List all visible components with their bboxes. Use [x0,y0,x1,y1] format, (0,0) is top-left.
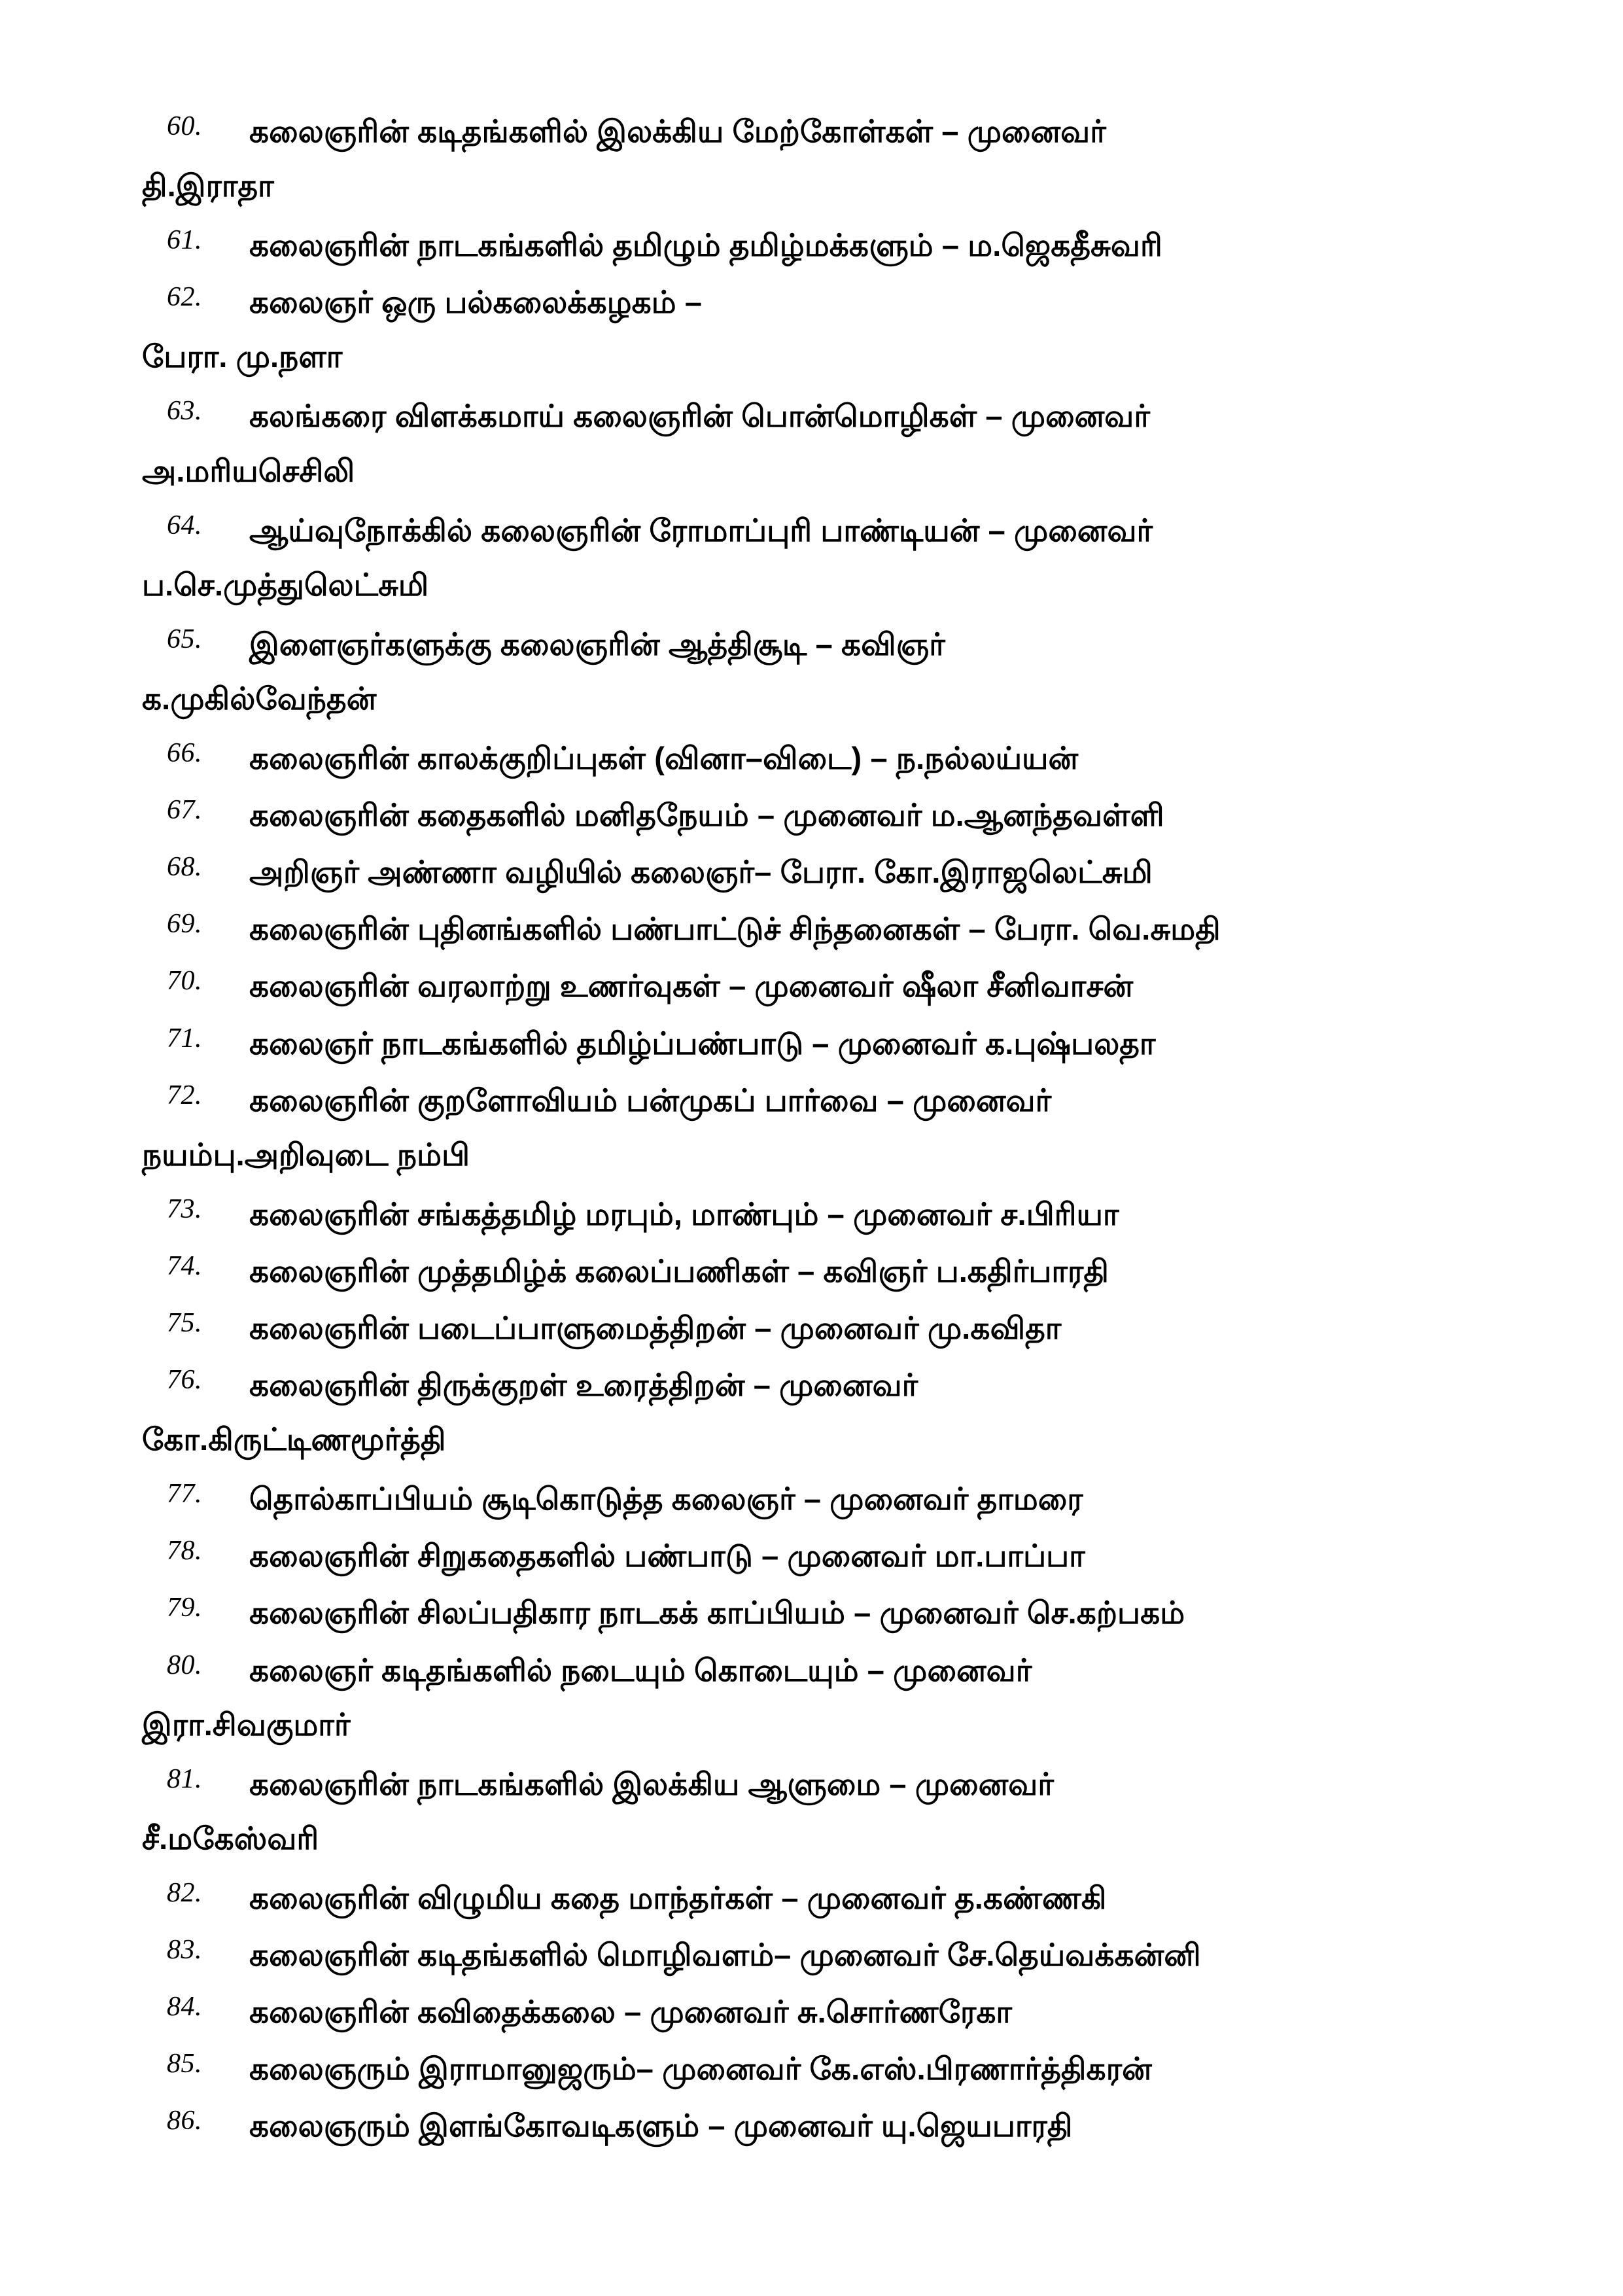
bibliography-entry [167,1023,1482,1063]
entry-title-line: கலைஞரின் கடிதங்களில் மொழிவளம்– முனைவர் சே.தெய்வக்கன்னி [249,1937,1201,1972]
entry-title-line: கலைஞரின் குறளோவியம் பன்முகப் பார்வை – முனைவர் [249,1082,1052,1118]
entry-text [167,1308,1482,1348]
entry-title-line: தொல்காப்பியம் சூடிகொடுத்த கலைஞர் – முனைவர் தாமரை [249,1481,1083,1517]
entry-number: 61. [167,225,202,256]
entry-number: 81. [167,1763,202,1794]
entry-text [167,852,1482,892]
entry-title-line: கலைஞரின் காலக்குறிப்புகள் (வினா–விடை) – ந.நல்லய்யன் [249,741,1079,776]
entry-text [142,282,1482,376]
entry-number: 62. [167,282,202,313]
entry-text [167,1251,1482,1291]
bibliography-entry [142,1650,1482,1744]
entry-title-line: கலைஞரின் சிறுகதைகளில் பண்பாடு – முனைவர் மா.பாப்பா [249,1538,1085,1574]
entry-number: 64. [167,510,202,540]
entry-number: 66. [167,738,202,769]
entry-title-line: கலைஞரின் புதினங்களில் பண்பாட்டுச் சிந்தனைகள் – பேரா. வெ.சுமதி [249,911,1221,947]
entry-text [142,1650,1482,1744]
bibliography-entry [142,1080,1482,1174]
entry-title-line: கலைஞரின் சிலப்பதிகார நாடகக் காப்பியம் – முனைவர் செ.கற்பகம் [249,1595,1185,1631]
entry-author-line: கோ.கிருட்டிணமூர்த்தி [142,1422,446,1457]
bibliography-entry [142,1763,1482,1858]
entry-text [142,111,1482,205]
entry-number: 67. [167,795,202,826]
entry-text [167,966,1482,1006]
entry-title-line: கலைஞரின் படைப்பாளுமைத்திறன் – முனைவர் மு.கவிதா [249,1310,1062,1345]
entry-text [167,1878,1482,1918]
entry-title-line: கலைஞரின் கதைகளில் மனிதநேயம் – முனைவர் ம.ஆனந்தவள்ளி [249,798,1164,833]
entry-number: 74. [167,1250,202,1281]
bibliography-entry [142,396,1482,490]
entry-number: 78. [167,1536,202,1566]
bibliography-entry [167,1251,1482,1291]
entry-number: 60. [167,111,202,141]
entry-author-line: ப.செ.முத்துலெட்சுமி [142,567,429,602]
entry-title-line: கலைஞரின் சங்கத்தமிழ் மரபும், மாண்பும் – முனைவர் ச.பிரியா [249,1196,1119,1231]
bibliography-entry [142,282,1482,376]
entry-title-line: கலங்கரை விளக்கமாய் கலைஞரின் பொன்மொழிகள் – முனைவர் [249,398,1150,434]
entry-text [142,624,1482,718]
entry-number: 86. [167,2106,202,2136]
entry-title-line: அறிஞர் அண்ணா வழியில் கலைஞர்– பேரா. கோ.இராஜலெட்சுமி [249,855,1153,890]
entry-title-line: கலைஞர் கடிதங்களில் நடையும் கொடையும் – முனைவர் [249,1652,1032,1687]
entry-author-line: அ.மரியசெசிலி [142,453,355,488]
entry-text [167,738,1482,778]
bibliography-entry [167,738,1482,778]
bibliography-list [142,111,1482,2146]
entry-text [167,1992,1482,2032]
bibliography-entry [167,1992,1482,2032]
entry-title-line: கலைஞர் நாடகங்களில் தமிழ்ப்பண்பாடு – முனைவர் க.புஷ்பலதா [249,1025,1156,1061]
entry-author-line: நயம்பு.அறிவுடை நம்பி [142,1137,470,1172]
bibliography-entry [167,2106,1482,2146]
entry-title-line: கலைஞரும் இளங்கோவடிகளும் – முனைவர் யு.ஜெயபாரதி [249,2108,1073,2144]
entry-number: 77. [167,1479,202,1510]
bibliography-entry [167,909,1482,949]
entry-title-line: ஆய்வுநோக்கில் கலைஞரின் ரோமாப்புரி பாண்டியன் – முனைவர் [249,512,1153,548]
entry-text [167,1023,1482,1063]
bibliography-entry [167,1935,1482,1975]
entry-number: 71. [167,1023,202,1053]
entry-number: 72. [167,1080,202,1110]
bibliography-entry [167,225,1482,265]
entry-number: 79. [167,1593,202,1623]
entry-text [167,1935,1482,1975]
bibliography-entry [142,1365,1482,1459]
entry-text [142,396,1482,490]
bibliography-entry [142,624,1482,718]
bibliography-entry [167,1536,1482,1576]
entry-number: 76. [167,1365,202,1396]
bibliography-entry [167,795,1482,835]
entry-title-line: இளைஞர்களுக்கு கலைஞரின் ஆத்திசூடி – கவிஞர் [249,626,945,662]
entry-number: 73. [167,1193,202,1224]
bibliography-entry [167,2049,1482,2089]
entry-text [167,2106,1482,2146]
entry-number: 84. [167,1992,202,2022]
bibliography-entry [142,510,1482,605]
entry-author-line: தி.இராதா [142,168,274,203]
bibliography-entry [167,852,1482,892]
entry-number: 80. [167,1650,202,1680]
entry-number: 75. [167,1307,202,1338]
entry-text [142,510,1482,605]
entry-text [142,1080,1482,1174]
entry-author-line: சீ.மகேஸ்வரி [142,1820,319,1856]
entry-number: 69. [167,909,202,940]
entry-title-line: கலைஞரின் வரலாற்று உணர்வுகள் – முனைவர் ஷீலா சீனிவாசன் [249,968,1134,1004]
entry-title-line: கலைஞரின் நாடகங்களில் தமிழும் தமிழ்மக்களும் – ம.ஜெகதீசுவரி [249,228,1162,263]
entry-text [167,1593,1482,1633]
entry-number: 70. [167,966,202,997]
bibliography-entry [142,111,1482,205]
entry-text [167,2049,1482,2089]
bibliography-entry [167,1194,1482,1234]
entry-author-line: இரா.சிவகுமார் [142,1706,351,1742]
bibliography-entry [167,1479,1482,1519]
bibliography-entry [167,1878,1482,1918]
entry-title-line: கலைஞரின் கவிதைக்கலை – முனைவர் சு.சொர்ணரேகா [249,1994,1013,2030]
entry-title-line: கலைஞரின் திருக்குறள் உரைத்திறன் – முனைவர் [249,1368,918,1403]
entry-title-line: கலைஞரின் விழுமிய கதை மாந்தர்கள் – முனைவர் த.கண்ணகி [249,1880,1107,1915]
entry-number: 83. [167,1935,202,1965]
entry-text [142,1365,1482,1459]
entry-title-line: கலைஞரின் முத்தமிழ்க் கலைப்பணிகள் – கவிஞர் ப.கதிர்பாரதி [249,1253,1109,1288]
entry-text [167,225,1482,265]
entry-text [167,1194,1482,1234]
entry-number: 85. [167,2049,202,2079]
entry-number: 63. [167,396,202,427]
entry-number: 68. [167,852,202,883]
entry-text [167,1479,1482,1519]
entry-title-line: கலைஞரின் நாடகங்களில் இலக்கிய ஆளுமை – முனைவர் [249,1766,1055,1801]
entry-title-line: கலைஞரும் இராமானுஜரும்– முனைவர் கே.எஸ்.பிரணார்த்திகரன் [249,2051,1152,2087]
entry-number: 82. [167,1877,202,1908]
entry-text [142,1764,1482,1858]
entry-text [167,1536,1482,1576]
entry-text [167,795,1482,835]
bibliography-entry [167,1593,1482,1633]
entry-title-line: கலைஞர் ஒரு பல்கலைக்கழகம் – [249,285,703,320]
bibliography-entry [167,966,1482,1006]
entry-number: 65. [167,624,202,654]
entry-author-line: க.முகில்வேந்தன் [142,680,377,716]
entry-title-line: கலைஞரின் கடிதங்களில் இலக்கிய மேற்கோள்கள் – முனைவர் [249,114,1106,149]
entry-author-line: பேரா. மு.நளா [142,339,343,374]
bibliography-entry [167,1308,1482,1348]
entry-text [167,909,1482,949]
